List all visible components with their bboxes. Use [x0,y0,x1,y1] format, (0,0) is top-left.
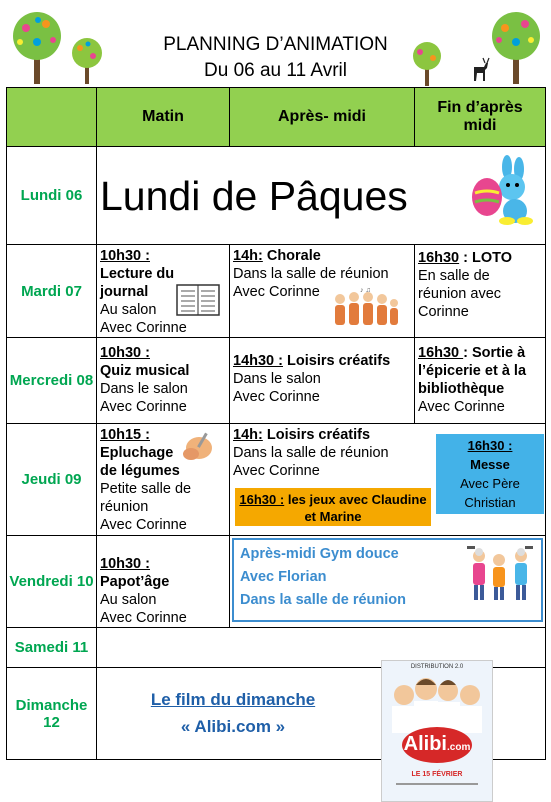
header-row [7,88,546,147]
mercredi-matin-time: 10h30 : [100,345,150,361]
messe-with: Avec Père Christian [460,476,520,510]
messe-time: 16h30 : [467,438,513,453]
jeudi-matin-title: Epluchage de légumes [100,445,180,479]
day-jeudi: Jeudi 09 [7,424,97,536]
poster-top-text: DISTRIBUTION 2.0 [410,664,464,670]
jeux-time: 16h30 : [239,492,285,507]
messe-box [436,434,544,514]
mardi-matin-title: Lecture du journal [100,266,175,300]
mercredi-apres-place: Dans le salon [233,371,321,387]
page-title: PLANNING D’ANIMATION [163,34,388,55]
peeling-vegetables-icon [179,428,219,464]
film-poster [381,660,493,802]
row-dimanche [7,668,546,760]
mercredi-fin-title: : Sortie à l’épicerie et à la bibliothèque [418,345,527,397]
jeux-banner [235,488,431,526]
mardi-apres-time: 14h: [233,248,263,264]
poster-brand: Alibi [403,733,447,755]
poster-date: LE 15 FÉVRIER [411,771,463,778]
jeudi-apres-place: Dans la salle de réunion [233,445,389,461]
mardi-matin [97,245,230,338]
mercredi-matin [97,338,230,424]
mercredi-apres [230,338,415,424]
vendredi-matin-place: Au salon [100,592,157,608]
mercredi-apres-title: Loisirs créatifs [282,353,391,369]
lundi-banner-cell [97,147,546,245]
col-apres-midi: Après- midi [230,88,415,147]
mardi-fin-place: En salle de réunion avec Corinne [418,268,502,320]
row-mercredi [7,338,546,424]
jeudi-apres-time: 14h: [233,427,263,443]
vendredi-matin-title: Papot’âge [100,574,170,590]
mercredi-fin [415,338,546,424]
vendredi-matin [97,536,230,628]
easter-bunny-icon [467,155,535,225]
mercredi-apres-time: 14h30 : [233,353,283,369]
jeudi-matin [97,424,230,536]
jeudi-apres-title: Loisirs créatifs [262,427,371,443]
poster-brand-sub: .com [447,742,471,753]
gym-box [232,538,543,622]
day-vendredi: Vendredi 10 [7,536,97,628]
col-matin: Matin [97,88,230,147]
gym-line3: Dans la salle de réunion [240,592,406,608]
jeudi-apres [230,424,546,536]
gym-line1: Après-midi Gym douce [240,546,399,562]
mardi-apres-with: Avec Corinne [233,284,320,300]
mercredi-fin-with: Avec Corinne [418,399,505,415]
row-mardi [7,245,546,338]
schedule-table [6,87,546,778]
svg-text:♪ ♫: ♪ ♫ [360,287,371,294]
corner-cell [7,88,97,147]
film-block [97,686,369,740]
mercredi-matin-place: Dans le salon [100,381,188,397]
poster-credits [396,783,478,785]
mercredi-apres-with: Avec Corinne [233,389,320,405]
poster-logo [402,727,472,763]
lundi-banner: Lundi de Pâques [100,172,408,219]
day-dimanche: Dimanche 12 [7,668,97,760]
mardi-matin-time: 10h30 : [100,248,150,264]
day-mercredi: Mercredi 08 [7,338,97,424]
gym-line2: Avec Florian [240,569,327,585]
jeudi-matin-with: Avec Corinne [100,517,187,533]
vendredi-apres [230,536,546,628]
mardi-fin [415,245,546,338]
col-fin-apres-midi: Fin d’après midi [415,88,546,147]
row-lundi [7,147,546,245]
vendredi-matin-with: Avec Corinne [100,610,187,626]
film-title: « Alibi.com » [180,717,286,736]
mardi-apres-place: Dans la salle de réunion [233,266,389,282]
mercredi-fin-time: 16h30 [418,345,464,361]
jeudi-matin-place: Petite salle de réunion [100,481,192,515]
newspaper-icon [175,283,221,317]
jeudi-matin-time: 10h15 : [100,427,150,443]
film-heading: Le film du dimanche [150,690,316,709]
row-jeudi [7,424,546,536]
row-vendredi [7,536,546,628]
messe-title: Messe [470,457,510,472]
mercredi-matin-with: Avec Corinne [100,399,187,415]
day-mardi: Mardi 07 [7,245,97,338]
gym-seniors-icon [465,542,535,602]
page-subtitle: Du 06 au 11 Avril [204,60,347,81]
mardi-matin-place: Au salon [100,302,157,318]
mercredi-matin-title: Quiz musical [100,363,190,379]
day-lundi: Lundi 06 [7,147,97,245]
mardi-apres-title: Chorale [262,248,321,264]
mardi-fin-title: : LOTO [459,250,513,266]
jeux-title: les jeux avec Claudine et Marine [284,492,427,524]
mardi-matin-with: Avec Corinne [100,320,187,336]
day-samedi: Samedi 11 [7,628,97,668]
poster-people-icon [386,673,488,733]
mardi-fin-time: 16h30 [418,250,460,266]
jeudi-apres-with: Avec Corinne [233,463,320,479]
vendredi-matin-time: 10h30 : [100,556,150,572]
mardi-apres [230,245,415,338]
dimanche-cell [97,664,546,778]
choir-icon [330,285,400,333]
